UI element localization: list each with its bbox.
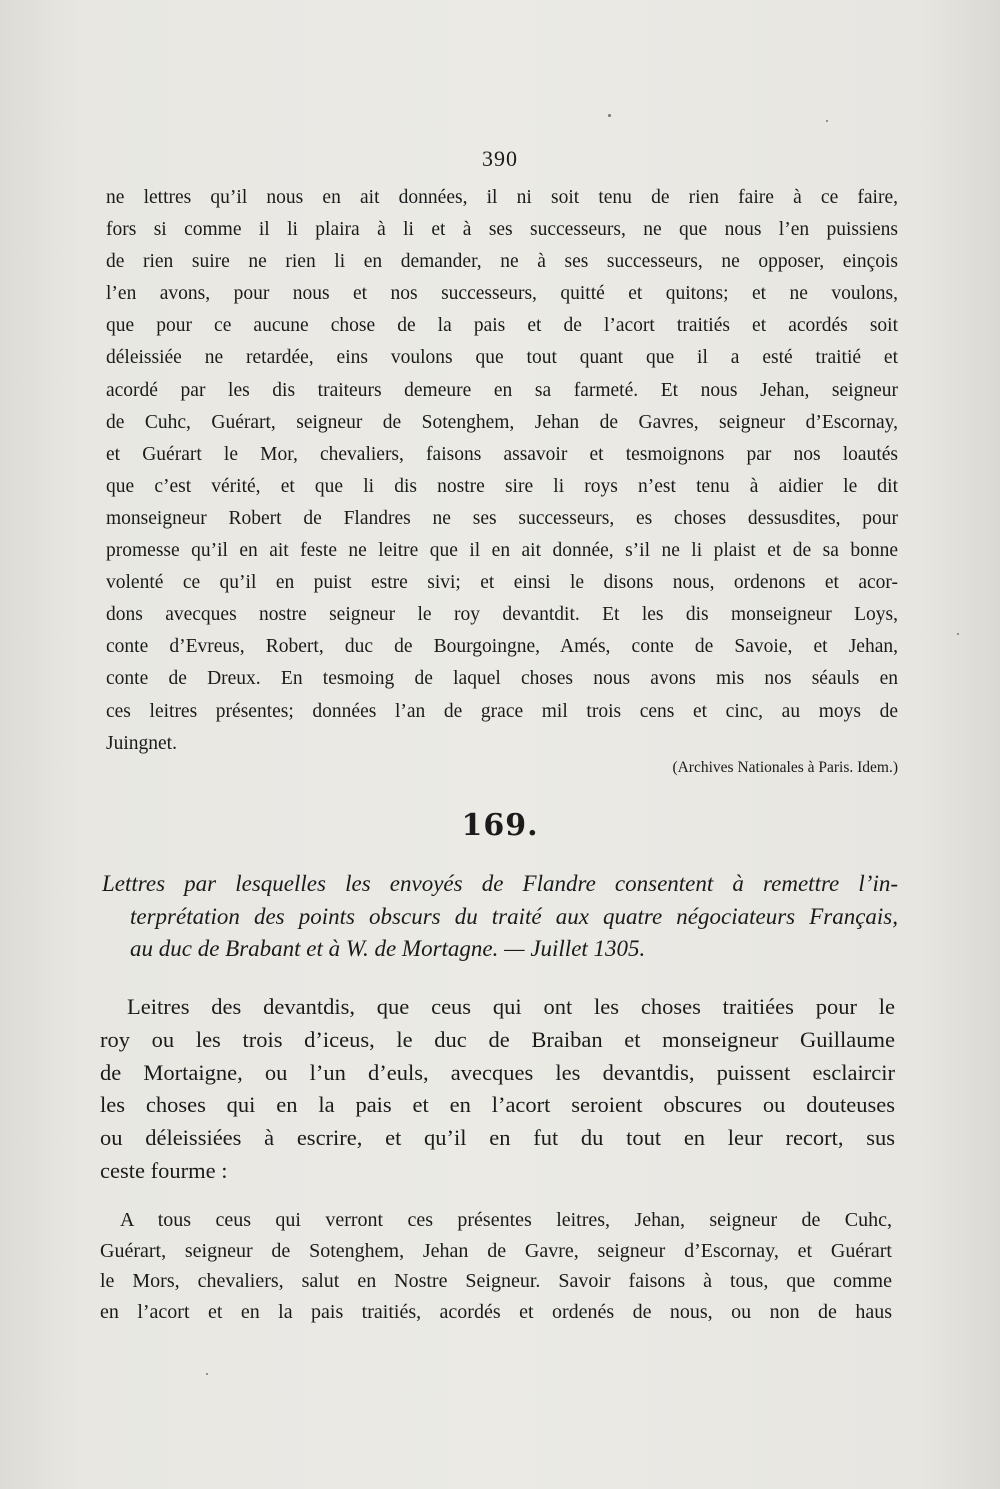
document-heading	[102, 868, 898, 966]
document-number: 169.	[461, 808, 539, 843]
text-line: conte d’Evreus, Robert, duc de Bourgoingne, Amés, conte de Savoie, et Jehan,	[106, 636, 898, 658]
text-line: dons avecques nostre seigneur le roy devantdit. Et les dis monseigneur Loys,	[106, 604, 898, 626]
heading-line: Lettres par lesquelles les envoyés de Flandre consentent à remettre l’in-	[102, 871, 898, 896]
paper-speck	[206, 1373, 208, 1375]
text-line: de Cuhc, Guérart, seigneur de Sotenghem, Jehan de Gavres, seigneur d’Escornay,	[106, 411, 898, 433]
summary-line: les choses qui en la pais et en l’acort seroient obscures ou douteuses	[100, 1092, 895, 1118]
letter-line: en l’acort et en la pais traitiés, acordés et ordenés de nous, ou non de haus	[100, 1300, 892, 1323]
text-line: monseigneur Robert de Flandres ne ses successeurs, es choses dessusdites, pour	[106, 507, 898, 529]
continued-text	[106, 182, 898, 760]
text-line: Juingnet.	[106, 732, 177, 754]
heading-line: terprétation des points obscurs du traité aux quatre négociateurs Français,	[130, 903, 898, 929]
text-line: déleissiée ne retardée, eins voulons que tout quant que il a esté traitié et	[106, 347, 898, 369]
text-line: volenté ce qu’il en puist estre sivi; et einsi le disons nous, ordenons et acor-	[106, 572, 898, 594]
text-line: conte de Dreux. En tesmoing de laquel choses nous avons mis nos séauls en	[106, 668, 898, 690]
letter-line: le Mors, chevaliers, salut en Nostre Seigneur. Savoir faisons à tous, que comme	[100, 1270, 892, 1292]
page-number: 390	[482, 146, 518, 171]
text-line: que c’est vérité, et que li dis nostre sire li roys n’est tenu à aidier le dit	[106, 475, 898, 497]
paper-speck	[826, 120, 828, 122]
text-line: de rien suire ne rien li en demander, ne à ses successeurs, ne opposer, einçois	[106, 251, 898, 273]
summary-line: de Mortaigne, ou l’un d’euls, avecques les devantdis, puissent esclaircir	[100, 1059, 895, 1085]
archive-reference	[106, 756, 898, 780]
text-line: l’en avons, pour nous et nos successeurs, quitté et quitons; et ne voulons,	[106, 283, 898, 305]
summary-line: ou déleissiées à escrire, et qu’il en fut du tout en leur recort, sus	[100, 1125, 895, 1151]
archive-reference-text: (Archives Nationales à Paris. Idem.)	[672, 759, 898, 776]
summary-line: Leitres des devantdis, que ceus qui ont les choses traitiées pour le	[127, 994, 895, 1019]
paper-speck	[608, 114, 611, 117]
letter-line: A tous ceus qui verront ces présentes leitres, Jehan, seigneur de Cuhc,	[120, 1209, 892, 1231]
letter-paragraph	[100, 1205, 892, 1327]
summary-line: ceste fourme :	[100, 1157, 228, 1183]
text-line: promesse qu’il en ait feste ne leitre que il en ait donnée, s’il ne li plaist et de sa bonne	[106, 540, 898, 562]
letter-line: Guérart, seigneur de Sotenghem, Jehan de Gavre, seigneur d’Escornay, et Guérart	[100, 1239, 892, 1262]
text-line: ces leitres présentes; données l’an de grace mil trois cens et cinc, au moys de	[106, 700, 898, 722]
paper-speck	[957, 633, 959, 635]
text-line: et Guérart le Mor, chevaliers, faisons assavoir et tesmoignons par nos loautés	[106, 443, 898, 465]
summary-paragraph	[100, 991, 895, 1188]
text-line: ne lettres qu’il nous en ait données, il ni soit tenu de rien faire à ce faire,	[106, 187, 898, 208]
text-line: acordé par les dis traiteurs demeure en sa farmeté. Et nous Jehan, seigneur	[106, 379, 898, 401]
text-line: fors si comme il li plaira à li et à ses successeurs, ne que nous l’en puissiens	[106, 219, 898, 241]
summary-line: roy ou les trois d’iceus, le duc de Braiban et monseigneur Guillaume	[100, 1026, 895, 1052]
text-line: que pour ce aucune chose de la pais et de l’acort traitiés et acordés soit	[106, 315, 898, 337]
heading-line: au duc de Brabant et à W. de Mortagne. — Juillet 1305.	[130, 936, 646, 961]
